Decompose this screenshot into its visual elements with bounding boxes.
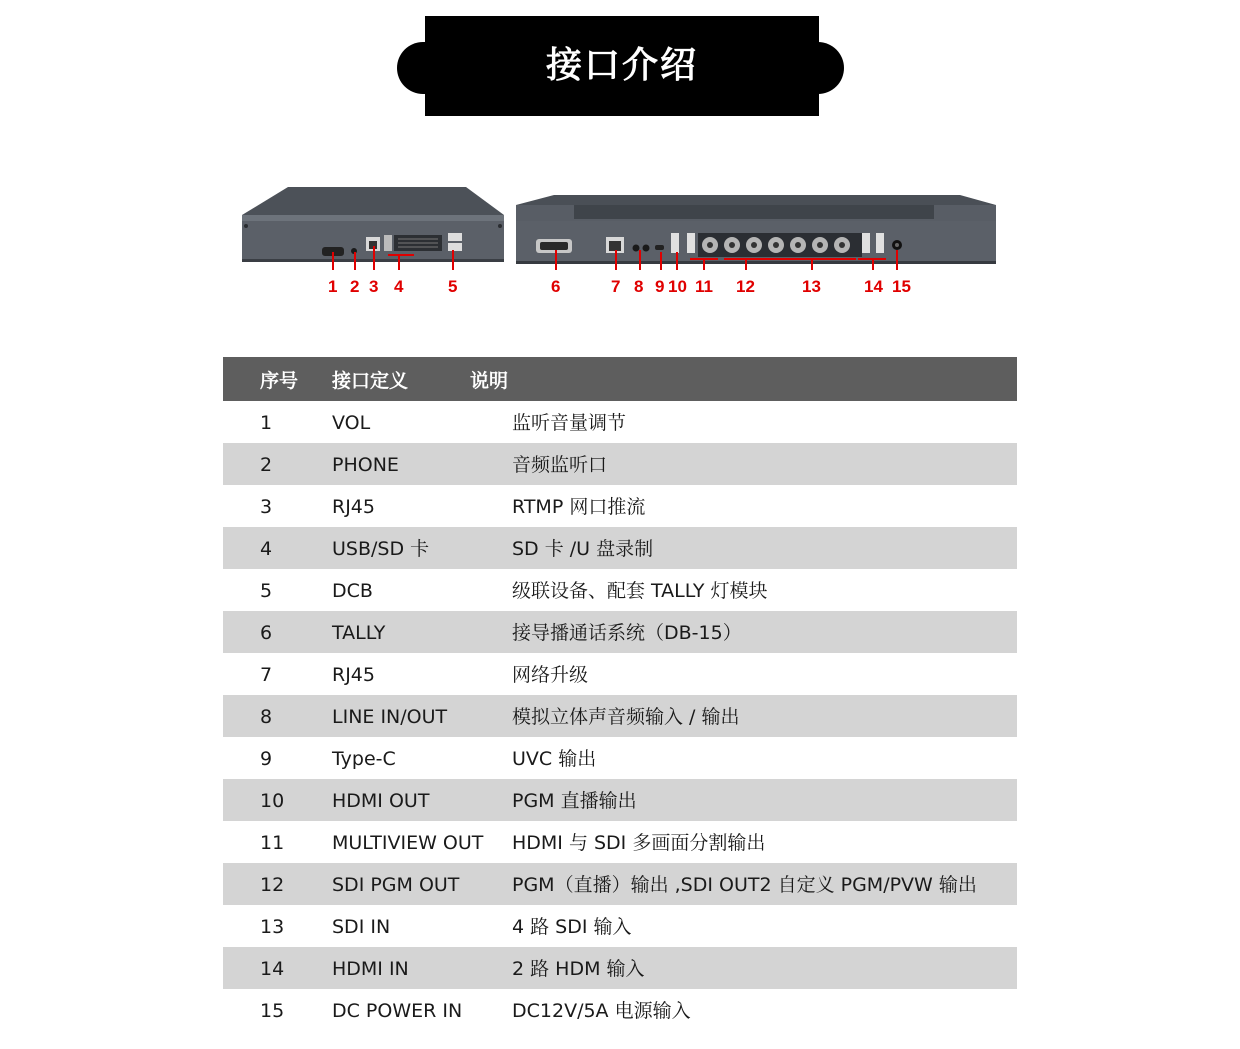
row-description: 4 路 SDI 输入 xyxy=(512,916,632,938)
table-row xyxy=(223,863,1017,905)
callout-11: 11 xyxy=(695,277,713,296)
row-description: RTMP 网口推流 xyxy=(512,496,646,518)
callout-12: 12 xyxy=(736,277,755,296)
callout-leader-15 xyxy=(896,250,898,270)
row-interface: HDMI OUT xyxy=(332,790,430,812)
interface-table xyxy=(223,357,1017,1031)
table-row xyxy=(223,611,1017,653)
row-index: 9 xyxy=(260,748,273,770)
callout-7: 7 xyxy=(611,277,621,296)
callout-leader-6 xyxy=(555,250,557,270)
row-interface: DCB xyxy=(332,580,373,602)
row-index: 6 xyxy=(260,622,273,644)
table-row xyxy=(223,737,1017,779)
table-row xyxy=(223,821,1017,863)
row-description: UVC 输出 xyxy=(512,748,597,770)
row-interface: TALLY xyxy=(332,622,386,644)
row-index: 1 xyxy=(260,412,273,434)
table-row xyxy=(223,779,1017,821)
row-interface: MULTIVIEW OUT xyxy=(332,832,484,854)
table-header xyxy=(223,357,1017,401)
callout-leader-7 xyxy=(615,250,617,270)
table-row xyxy=(223,569,1017,611)
table-row xyxy=(223,989,1017,1031)
table-row xyxy=(223,905,1017,947)
callout-bracket-4 xyxy=(388,254,414,256)
row-interface: HDMI IN xyxy=(332,958,409,980)
row-index: 5 xyxy=(260,580,273,602)
device-rear-panel-image xyxy=(514,193,998,265)
callout-4: 4 xyxy=(394,277,404,296)
row-description: 音频监听口 xyxy=(512,454,608,476)
callout-5: 5 xyxy=(448,277,458,296)
row-index: 8 xyxy=(260,706,273,728)
callout-9: 9 xyxy=(655,277,665,296)
row-description: 2 路 HDM 输入 xyxy=(512,958,645,980)
table-row xyxy=(223,485,1017,527)
row-description: PGM（直播）输出 ,SDI OUT2 自定义 PGM/PVW 输出 xyxy=(512,874,977,896)
row-interface: PHONE xyxy=(332,454,399,476)
header-index: 序号 xyxy=(260,370,299,392)
callout-15: 15 xyxy=(892,277,911,296)
row-index: 7 xyxy=(260,664,273,686)
table-row xyxy=(223,527,1017,569)
row-index: 4 xyxy=(260,538,273,560)
row-interface: SDI IN xyxy=(332,916,391,938)
row-description: DC12V/5A 电源输入 xyxy=(512,1000,691,1022)
row-interface: VOL xyxy=(332,412,371,434)
callout-leader-12 xyxy=(745,258,747,270)
row-interface: DC POWER IN xyxy=(332,1000,463,1022)
table-row xyxy=(223,443,1017,485)
row-index: 13 xyxy=(260,916,285,938)
row-index: 12 xyxy=(260,874,285,896)
callout-leader-14 xyxy=(872,258,874,270)
callout-leader-4 xyxy=(398,254,400,270)
title-banner xyxy=(397,16,844,116)
callout-6: 6 xyxy=(551,277,561,296)
callout-3: 3 xyxy=(369,277,379,296)
callout-leader-2 xyxy=(354,252,356,270)
row-index: 10 xyxy=(260,790,285,812)
callout-14: 14 xyxy=(864,277,883,296)
callout-10: 10 xyxy=(668,277,687,296)
header-interface: 接口定义 xyxy=(332,370,409,392)
header-description: 说明 xyxy=(470,370,509,392)
row-description: 接导播通话系统（DB-15） xyxy=(512,622,742,644)
row-description: 模拟立体声音频输入 / 输出 xyxy=(512,706,740,728)
table-body xyxy=(223,401,1017,1031)
row-index: 3 xyxy=(260,496,273,518)
callout-leader-10 xyxy=(676,252,678,270)
row-description: PGM 直播输出 xyxy=(512,790,637,812)
callout-leader-11 xyxy=(703,258,705,270)
row-description: 网络升级 xyxy=(512,664,589,686)
row-description: 监听音量调节 xyxy=(512,412,627,434)
callout-leader-5 xyxy=(452,250,454,270)
row-description: SD 卡 /U 盘录制 xyxy=(512,538,654,560)
table-row xyxy=(223,695,1017,737)
callout-leader-8 xyxy=(639,250,641,270)
page-title: 接口介绍 xyxy=(545,45,698,86)
row-index: 14 xyxy=(260,958,285,980)
callout-leader-3 xyxy=(373,246,375,270)
row-interface: SDI PGM OUT xyxy=(332,874,460,896)
row-description: HDMI 与 SDI 多画面分割输出 xyxy=(512,832,766,854)
row-interface: Type-C xyxy=(332,748,396,770)
row-index: 2 xyxy=(260,454,273,476)
callout-1: 1 xyxy=(328,277,338,296)
table-row xyxy=(223,401,1017,443)
table-row xyxy=(223,947,1017,989)
callout-2: 2 xyxy=(350,277,360,296)
callout-leader-9 xyxy=(660,252,662,270)
callout-8: 8 xyxy=(634,277,644,296)
row-index: 15 xyxy=(260,1000,285,1022)
callout-leader-13 xyxy=(811,258,813,270)
row-index: 11 xyxy=(260,832,285,854)
table-row xyxy=(223,653,1017,695)
callout-13: 13 xyxy=(802,277,821,296)
row-description: 级联设备、配套 TALLY 灯模块 xyxy=(512,580,768,602)
row-interface: RJ45 xyxy=(332,664,375,686)
row-interface: RJ45 xyxy=(332,496,375,518)
callout-leader-1 xyxy=(332,252,334,270)
row-interface: LINE IN/OUT xyxy=(332,706,448,728)
row-interface: USB/SD 卡 xyxy=(332,538,430,560)
